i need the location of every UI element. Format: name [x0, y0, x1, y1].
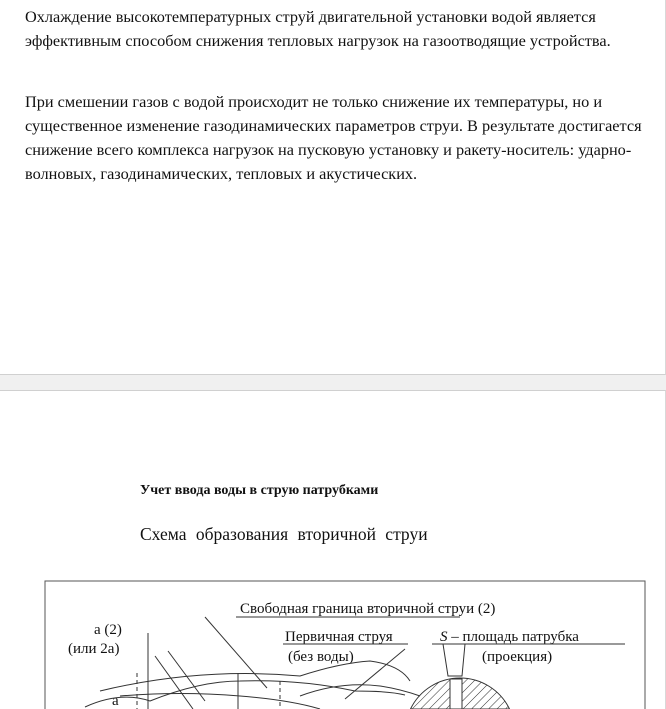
section-title: Учет ввода воды в струю патрубками	[140, 483, 379, 498]
label-primary: Первичная струя	[285, 629, 393, 645]
paragraph-1: Охлаждение высокотемпературных струй двигательной установки водой является эффективным способом снижения тепловых нагрузок на газоотводящие устройства.	[25, 7, 611, 50]
label-boundary: Свободная граница вторичной струи (2)	[240, 601, 496, 617]
label-a: а	[112, 693, 119, 709]
document-page-2	[0, 390, 666, 709]
figure-subtitle: Схема образования вторичной струи	[140, 524, 428, 544]
label-or2a: (или 2а)	[68, 641, 120, 657]
jet-scheme-figure	[0, 391, 665, 709]
label-a2: а (2)	[94, 622, 122, 638]
label-s: S – площадь патрубка	[440, 629, 579, 645]
label-projection: (проекция)	[482, 649, 553, 665]
paragraph-2: При смешении газов с водой происходит не только снижение их температуры, но и существенное изменение газодинамических параметров струи. В результате достигается снижение всего комплекса нагрузок на пусковую установку и ракету-носитель: ударно-волновых, газодинамических, тепловых и акустических.	[25, 92, 642, 183]
label-nowater: (без воды)	[288, 649, 354, 665]
